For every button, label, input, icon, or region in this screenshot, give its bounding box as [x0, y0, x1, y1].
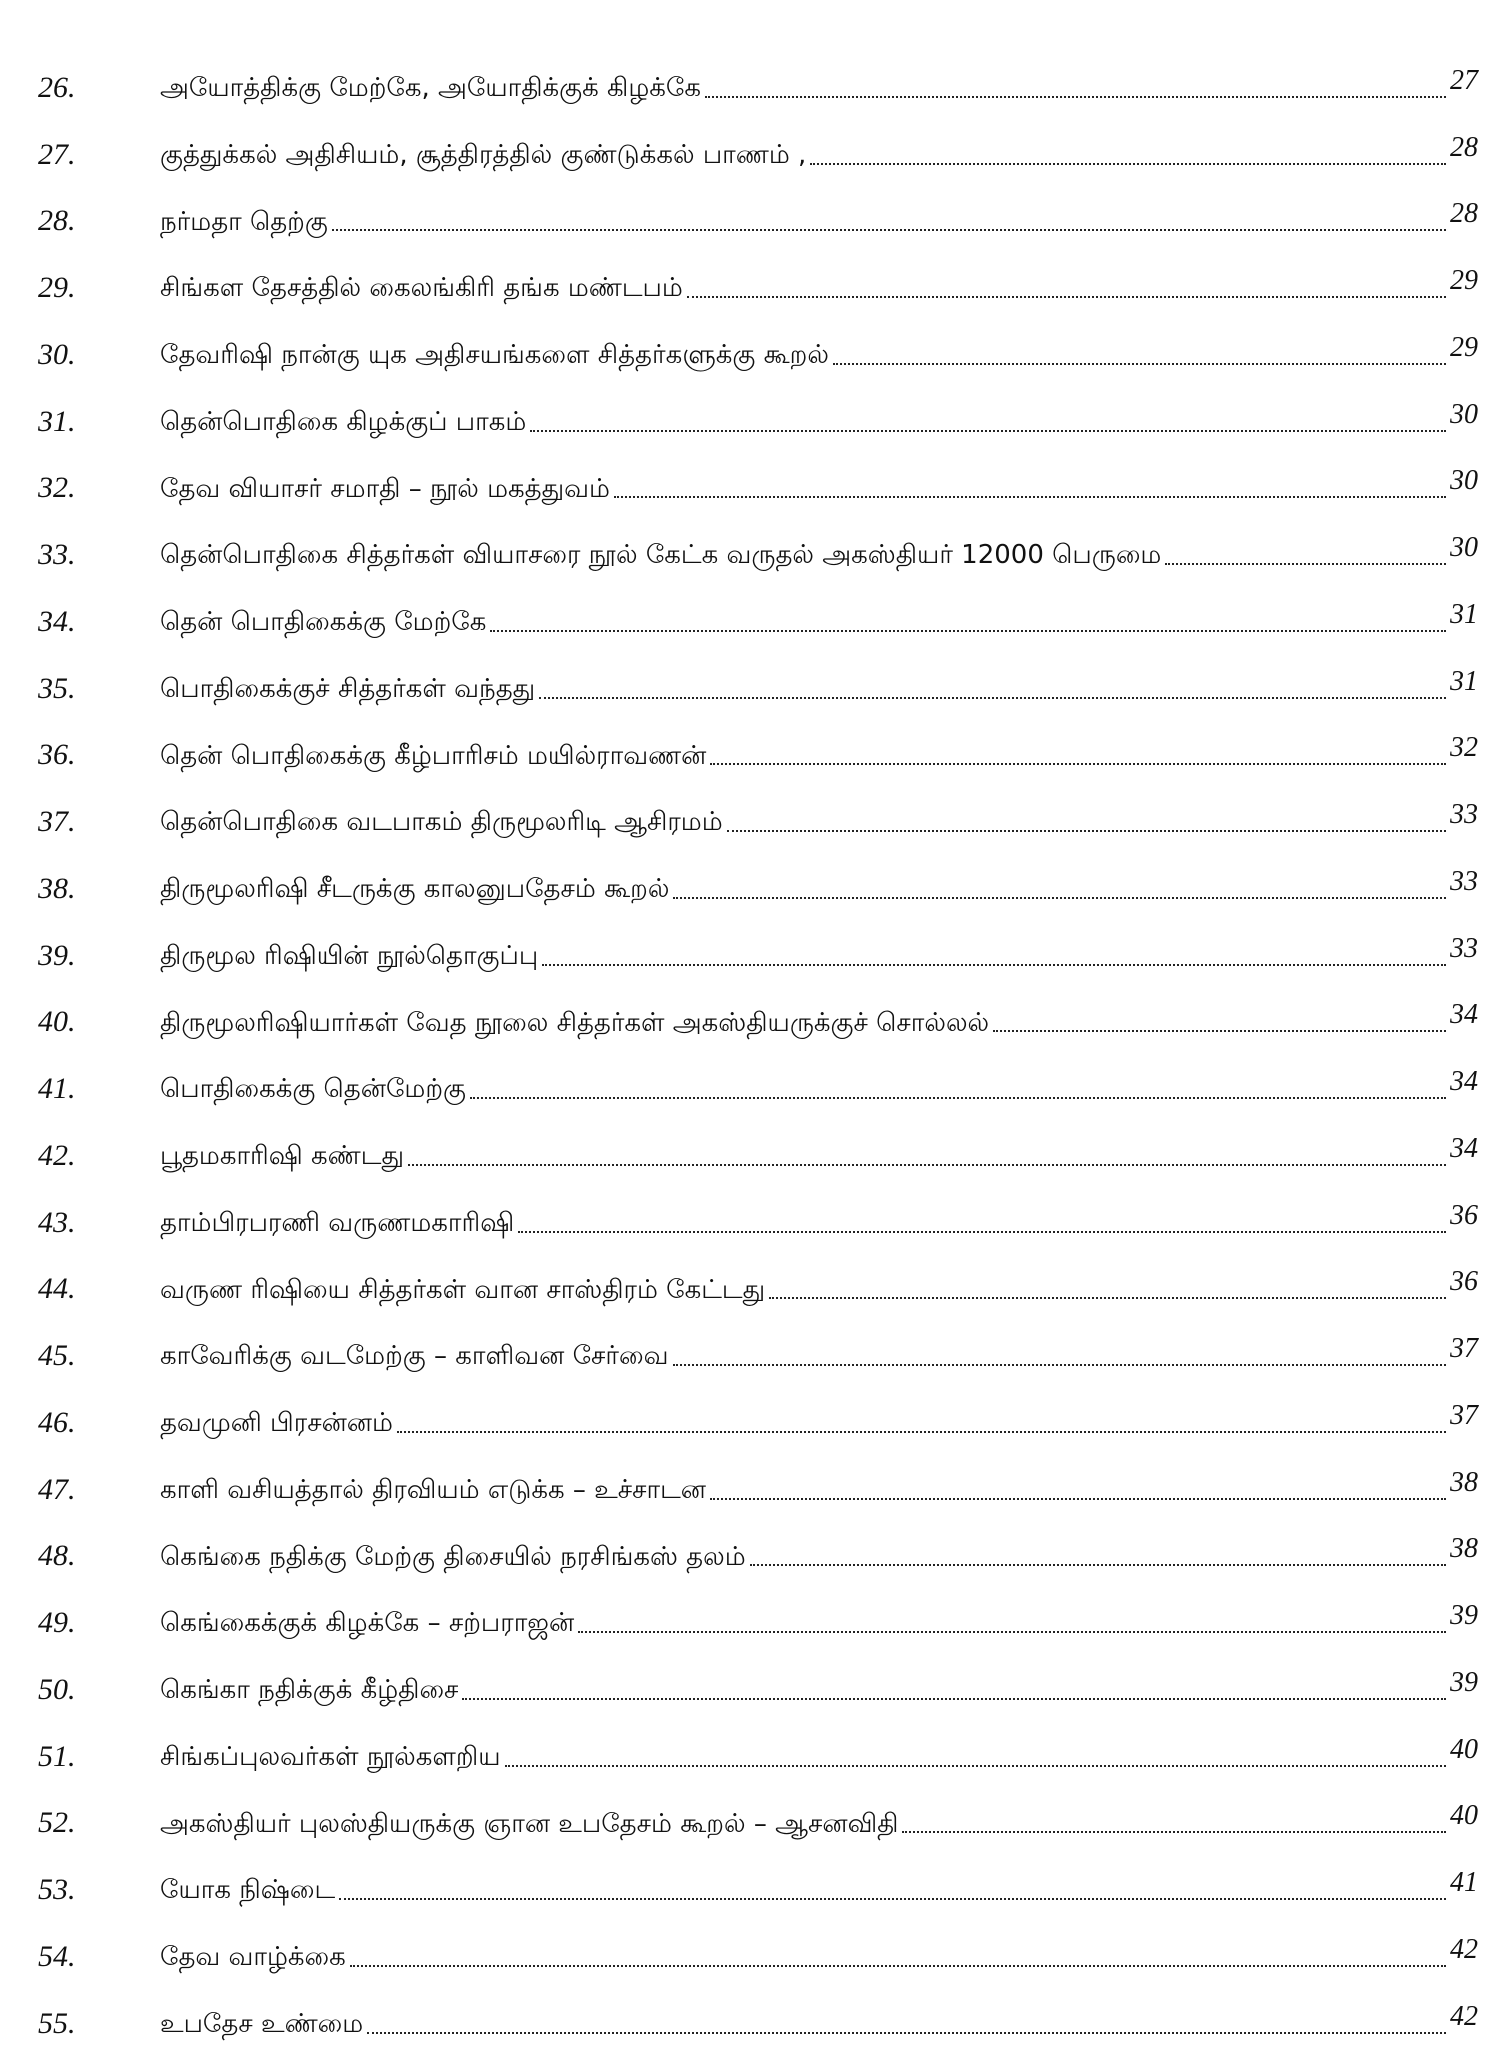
entry-title: யோக நிஷ்டை — [160, 1875, 336, 1906]
entry-title: கெங்கைக்குக் கிழக்கே – சற்பராஜன் — [160, 1608, 575, 1639]
dot-leader — [993, 1030, 1446, 1032]
dot-leader — [710, 1498, 1446, 1500]
entry-page-number: 29 — [1450, 331, 1478, 363]
entry-line — [160, 198, 1478, 237]
toc-entry — [38, 451, 1478, 518]
entry-line — [160, 1399, 1478, 1439]
entry-line — [160, 465, 1478, 504]
dot-leader — [490, 630, 1446, 632]
entry-number: 46. — [38, 1405, 76, 1439]
entry-line — [160, 1867, 1478, 1906]
entry-line — [160, 2000, 1478, 2039]
entry-title: பொதிகைக்குச் சித்தர்கள் வந்தது — [160, 673, 536, 704]
toc-entry — [38, 1318, 1478, 1385]
dot-leader — [727, 830, 1446, 832]
toc-entry — [38, 1919, 1478, 1986]
entry-number: 40. — [38, 1005, 76, 1039]
entry-number: 29. — [38, 271, 76, 304]
toc-entry — [38, 1385, 1478, 1452]
entry-title: உபதேச உண்மை — [160, 2008, 364, 2039]
toc-entry — [38, 1652, 1478, 1719]
entry-title: அகஸ்தியர் புலஸ்தியருக்கு ஞான உபதேசம் கூறல் – ஆசனவிதி — [160, 1808, 899, 1839]
dot-leader — [332, 229, 1446, 231]
entry-number: 52. — [38, 1806, 76, 1840]
entry-number: 51. — [38, 1739, 76, 1773]
table-of-contents — [38, 50, 1478, 2053]
toc-entry — [38, 1051, 1478, 1118]
entry-page-number: 28 — [1450, 198, 1478, 230]
dot-leader — [367, 2032, 1446, 2034]
entry-number: 39. — [38, 938, 76, 972]
toc-entry — [38, 117, 1478, 184]
entry-title: காளி வசியத்தால் திரவியம் எடுக்க – உச்சாடன — [160, 1474, 707, 1505]
dot-leader — [833, 363, 1446, 365]
entry-title: தேவரிஷி நான்கு யுக அதிசயங்களை சித்தர்களுக்கு கூறல் — [160, 340, 829, 371]
entry-number: 35. — [38, 671, 76, 705]
toc-entry — [38, 1786, 1478, 1853]
toc-entry — [38, 1519, 1478, 1586]
entry-page-number: 33 — [1450, 932, 1478, 964]
toc-entry — [38, 1986, 1478, 2053]
dot-leader — [673, 1364, 1447, 1366]
entry-number: 53. — [38, 1873, 76, 1906]
entry-title: தேவ வாழ்க்கை — [160, 1942, 346, 1973]
toc-entry — [38, 50, 1478, 117]
toc-entry — [38, 1585, 1478, 1652]
toc-entry — [38, 1185, 1478, 1252]
entry-number: 30. — [38, 337, 76, 371]
entry-title: தென் பொதிகைக்கு கீழ்பாரிசம் மயில்ராவணன் — [160, 740, 707, 771]
entry-page-number: 38 — [1450, 1533, 1478, 1565]
toc-entry — [38, 851, 1478, 918]
entry-page-number: 33 — [1450, 799, 1478, 830]
entry-number: 55. — [38, 2006, 76, 2040]
entry-title: குத்துக்கல் அதிசியம், சூத்திரத்தில் குண்டுக்கல் பாணம் , — [160, 139, 807, 170]
entry-title: தென்பொதிகை சித்தர்கள் வியாசரை நூல் கேட்க வருதல் அகஸ்தியர் 12000 பெருமை — [160, 540, 1162, 571]
entry-title: தென்பொதிகை கிழக்குப் பாகம் — [160, 406, 527, 437]
entry-number: 31. — [38, 404, 76, 438]
entry-title: பூதமகாரிஷி கண்டது — [160, 1141, 404, 1172]
entry-number: 48. — [38, 1539, 76, 1573]
toc-entry — [38, 1719, 1478, 1786]
entry-page-number: 40 — [1450, 1733, 1478, 1765]
entry-page-number: 29 — [1450, 265, 1478, 296]
entry-title: சிங்கப்புலவர்கள் நூல்களறிய — [160, 1741, 501, 1772]
toc-entry — [38, 1252, 1478, 1319]
dot-leader — [710, 763, 1446, 765]
entry-title: பொதிகைக்கு தென்மேற்கு — [160, 1074, 466, 1105]
entry-line — [160, 331, 1478, 371]
entry-line — [160, 1933, 1478, 1973]
dot-leader — [539, 697, 1446, 699]
dot-leader — [810, 163, 1446, 165]
entry-number: 26. — [38, 70, 76, 104]
entry-number: 45. — [38, 1339, 76, 1372]
entry-page-number: 37 — [1450, 1333, 1478, 1364]
entry-number: 28. — [38, 204, 76, 238]
toc-entry — [38, 250, 1478, 317]
entry-number: 47. — [38, 1472, 76, 1506]
dot-leader — [578, 1631, 1446, 1633]
entry-line — [160, 1533, 1478, 1572]
dot-leader — [397, 1431, 1446, 1433]
toc-entry — [38, 584, 1478, 651]
dot-leader — [687, 296, 1446, 298]
entry-title: தென் பொதிகைக்கு மேற்கே — [160, 607, 487, 638]
entry-line — [160, 732, 1478, 771]
toc-entry — [38, 1118, 1478, 1185]
entry-page-number: 34 — [1450, 1066, 1478, 1097]
entry-title: தவமுனி பிரசன்னம் — [160, 1408, 393, 1439]
entry-title: திருமூல ரிஷியின் நூல்தொகுப்பு — [160, 940, 539, 971]
entry-line — [160, 398, 1478, 437]
entry-line — [160, 1266, 1478, 1305]
entry-number: 49. — [38, 1606, 76, 1639]
entry-page-number: 36 — [1450, 1199, 1478, 1231]
dot-leader — [705, 96, 1446, 98]
entry-line — [160, 1800, 1478, 1839]
entry-line — [160, 1733, 1478, 1772]
entry-line — [160, 1132, 1478, 1172]
dot-leader — [542, 964, 1446, 966]
entry-number: 54. — [38, 1939, 76, 1973]
entry-page-number: 41 — [1450, 1867, 1478, 1898]
entry-page-number: 36 — [1450, 1266, 1478, 1298]
dot-leader — [408, 1164, 1446, 1166]
entry-page-number: 39 — [1450, 1600, 1478, 1631]
entry-page-number: 30 — [1450, 465, 1478, 497]
toc-entry — [38, 918, 1478, 985]
toc-entry — [38, 718, 1478, 785]
entry-number: 41. — [38, 1072, 76, 1105]
dot-leader — [614, 496, 1446, 498]
entry-number: 43. — [38, 1205, 76, 1239]
dot-leader — [339, 1898, 1446, 1900]
entry-title: கெங்கா நதிக்குக் கீழ்திசை — [160, 1675, 459, 1706]
entry-page-number: 32 — [1450, 732, 1478, 764]
entry-page-number: 31 — [1450, 665, 1478, 697]
entry-line — [160, 64, 1478, 104]
entry-page-number: 27 — [1450, 64, 1478, 96]
toc-entry — [38, 184, 1478, 251]
toc-entry — [38, 784, 1478, 851]
entry-line — [160, 598, 1478, 638]
entry-page-number: 42 — [1450, 1933, 1478, 1965]
entry-line — [160, 999, 1478, 1038]
entry-title: திருமூலரிஷி சீடருக்கு காலனுபதேசம் கூறல் — [160, 874, 670, 905]
dot-leader — [470, 1097, 1446, 1099]
entry-line — [160, 1466, 1478, 1505]
entry-number: 34. — [38, 604, 76, 638]
toc-entry — [38, 317, 1478, 384]
toc-entry — [38, 985, 1478, 1052]
entry-title: தேவ வியாசர் சமாதி – நூல் மகத்துவம் — [160, 473, 610, 504]
dot-leader — [530, 430, 1446, 432]
entry-line — [160, 532, 1478, 571]
entry-title: காவேரிக்கு வடமேற்கு – காளிவன சேர்வை — [160, 1341, 669, 1372]
dot-leader — [518, 1231, 1446, 1233]
dot-leader — [350, 1965, 1446, 1967]
dot-leader — [750, 1564, 1446, 1566]
dot-leader — [505, 1765, 1446, 1767]
toc-entry — [38, 517, 1478, 584]
entry-line — [160, 265, 1478, 304]
dot-leader — [902, 1831, 1446, 1833]
toc-entry — [38, 1452, 1478, 1519]
dot-leader — [769, 1297, 1446, 1299]
entry-number: 38. — [38, 871, 76, 905]
entry-page-number: 30 — [1450, 398, 1478, 430]
entry-page-number: 34 — [1450, 999, 1478, 1031]
entry-line — [160, 865, 1478, 905]
entry-page-number: 40 — [1450, 1800, 1478, 1832]
entry-line — [160, 1066, 1478, 1105]
entry-title: தாம்பிரபரணி வருணமகாரிஷி — [160, 1207, 515, 1238]
dot-leader — [462, 1698, 1446, 1700]
entry-title: நர்மதா தெற்கு — [160, 206, 328, 237]
dot-leader — [673, 897, 1446, 899]
entry-title: திருமூலரிஷியார்கள் வேத நூலை சித்தர்கள் அகஸ்தியருக்குச் சொல்லல் — [160, 1007, 990, 1038]
entry-number: 44. — [38, 1272, 76, 1306]
entry-page-number: 38 — [1450, 1466, 1478, 1498]
entry-title: தென்பொதிகை வடபாகம் திருமூலரிடி ஆசிரமம் — [160, 807, 723, 838]
entry-line — [160, 131, 1478, 170]
entry-page-number: 31 — [1450, 598, 1478, 630]
toc-entry — [38, 1852, 1478, 1919]
entry-title: சிங்கள தேசத்தில் கைலங்கிரி தங்க மண்டபம் — [160, 273, 683, 304]
entry-line — [160, 1600, 1478, 1639]
entry-page-number: 42 — [1450, 2000, 1478, 2032]
entry-number: 50. — [38, 1672, 76, 1706]
entry-line — [160, 932, 1478, 971]
entry-title: அயோத்திக்கு மேற்கே, அயோதிக்குக் கிழக்கே — [160, 73, 701, 104]
entry-line — [160, 1199, 1478, 1238]
entry-line — [160, 1333, 1478, 1372]
entry-title: வருண ரிஷியை சித்தர்கள் வான சாஸ்திரம் கேட்டது — [160, 1274, 766, 1305]
entry-line — [160, 665, 1478, 704]
entry-number: 32. — [38, 471, 76, 505]
entry-title: கெங்கை நதிக்கு மேற்கு திசையில் நரசிங்கஸ் தலம் — [160, 1541, 746, 1572]
entry-line — [160, 799, 1478, 838]
entry-page-number: 28 — [1450, 131, 1478, 163]
entry-number: 37. — [38, 805, 76, 838]
entry-number: 27. — [38, 137, 76, 171]
entry-line — [160, 1666, 1478, 1706]
entry-page-number: 34 — [1450, 1132, 1478, 1164]
entry-number: 33. — [38, 538, 76, 571]
toc-entry — [38, 651, 1478, 718]
entry-page-number: 37 — [1450, 1399, 1478, 1431]
dot-leader — [1165, 563, 1446, 565]
entry-number: 36. — [38, 738, 76, 772]
toc-entry — [38, 384, 1478, 451]
entry-page-number: 33 — [1450, 865, 1478, 897]
entry-page-number: 39 — [1450, 1666, 1478, 1698]
entry-page-number: 30 — [1450, 532, 1478, 563]
entry-number: 42. — [38, 1138, 76, 1172]
